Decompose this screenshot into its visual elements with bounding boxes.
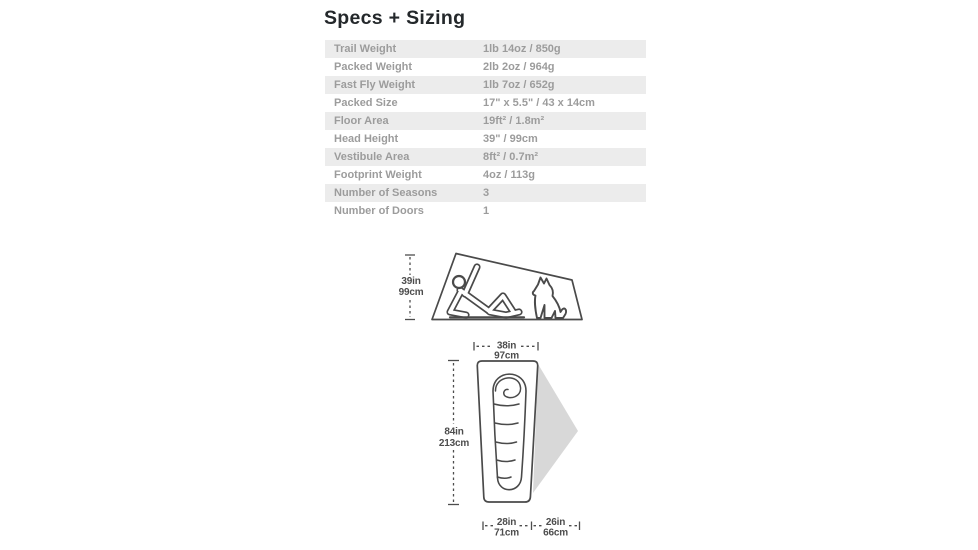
- spec-value: 1lb 14oz / 850g: [483, 43, 561, 55]
- floor-width-label-cm: 71cm: [494, 527, 519, 539]
- spec-value: 3: [483, 187, 490, 199]
- vestibule-width-label-in: 26in: [545, 517, 566, 528]
- spec-value: 39" / 99cm: [483, 133, 538, 145]
- spec-label: Head Height: [334, 133, 399, 145]
- spec-value: 8ft² / 0.7m²: [483, 151, 539, 163]
- spec-label: Footprint Weight: [334, 169, 422, 181]
- spec-label: Vestibule Area: [334, 151, 410, 163]
- spec-value: 19ft² / 1.8m²: [483, 115, 545, 127]
- vestibule-width-label-cm: 66cm: [543, 527, 568, 539]
- length-label-in: 84in: [444, 426, 464, 438]
- spec-label: Floor Area: [334, 115, 389, 127]
- length-label-cm: 213cm: [438, 438, 470, 449]
- spec-label: Trail Weight: [334, 43, 397, 55]
- sleeping-bag-outline: [493, 374, 526, 490]
- person-head: [453, 276, 465, 288]
- floor-width-label-in: 28in: [496, 517, 517, 528]
- spec-value: 2lb 2oz / 964g: [483, 61, 555, 73]
- sleeping-bag: [493, 374, 526, 490]
- spec-value: 1: [483, 205, 490, 217]
- tent-side-view-diagram: [399, 254, 582, 320]
- vestibule-shape: [533, 364, 578, 493]
- height-label-in: 39in: [401, 276, 421, 287]
- spec-label: Fast Fly Weight: [334, 79, 416, 91]
- top-width-label-in: 38in: [496, 340, 517, 352]
- tent-floor-plan-diagram: [439, 341, 580, 539]
- spec-label: Packed Size: [334, 97, 398, 109]
- spec-label: Number of Doors: [334, 205, 424, 217]
- spec-value: 17" x 5.5" / 43 x 14cm: [483, 97, 595, 109]
- spec-label: Packed Weight: [334, 61, 413, 73]
- spec-value: 4oz / 113g: [483, 169, 535, 181]
- spec-value: 1lb 7oz / 652g: [483, 79, 555, 91]
- height-label-cm: 99cm: [398, 287, 424, 298]
- page-title: Specs + Sizing: [324, 7, 466, 29]
- top-width-label-cm: 97cm: [494, 350, 519, 362]
- spec-label: Number of Seasons: [334, 187, 438, 199]
